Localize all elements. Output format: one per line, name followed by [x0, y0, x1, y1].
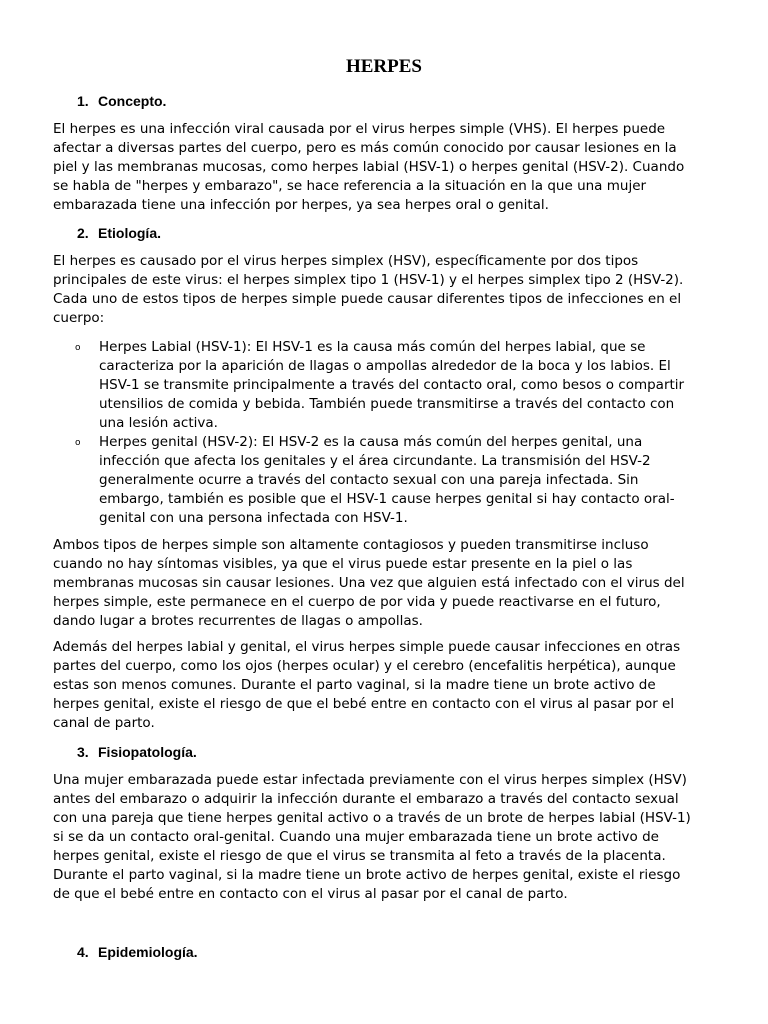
paragraph-concepto: [53, 120, 733, 215]
section-heading-concepto: [77, 92, 166, 110]
text-line: se habla de "herpes y embarazo", se hace referencia a la situación en la que una mujer: [53, 178, 647, 194]
section-number: 2.: [77, 225, 89, 241]
section-heading-text: Epidemiología.: [98, 944, 198, 960]
text-line: membranas mucosas sin causar lesiones. Una vez que alguien está infectado con el virus del: [53, 575, 685, 591]
text-line: partes del cuerpo, como los ojos (herpes ocular) y el cerebro (encefalitis herpética), aunque: [53, 658, 676, 674]
text-line: herpes genital, existe el riesgo de que el bebé entre en contacto con el virus al pasar por el: [53, 696, 675, 712]
list-item-herpes-genital: [53, 433, 743, 528]
text-line: generalmente ocurre a través del contacto sexual con una pareja infectada. Sin: [99, 472, 639, 488]
text-line: cuerpo:: [53, 310, 105, 326]
section-heading-epidemiologia: [77, 943, 198, 961]
text-line: Una mujer embarazada puede estar infectada previamente con el virus herpes simplex (HSV): [53, 772, 687, 788]
text-line: piel y las membranas mucosas, como herpes labial (HSV-1) o herpes genital (HSV-2). Cuando: [53, 159, 685, 175]
text-line: estas son menos comunes. Durante el parto vaginal, si la madre tiene un brote activo de: [53, 677, 656, 693]
paragraph-contagio: [53, 536, 733, 631]
text-line: afectar a diversas partes del cuerpo, pero es más común conocido por causar lesiones en la: [53, 140, 677, 156]
text-line: Herpes Labial (HSV-1): El HSV-1 es la causa más común del herpes labial, que se: [99, 339, 646, 355]
text-line: si se da un contacto oral-genital. Cuando una mujer embarazada tiene un brote activo de: [53, 829, 659, 845]
document-title: HERPES: [345, 56, 423, 77]
text-line: de que el bebé entre en contacto con el virus al pasar por el canal de parto.: [53, 886, 568, 902]
section-heading-text: Fisiopatología.: [98, 744, 197, 760]
bullet-icon: o: [75, 438, 81, 448]
text-line: Durante el parto vaginal, si la madre tiene un brote activo de herpes genital, existe el riesgo: [53, 867, 681, 883]
section-number: 4.: [77, 944, 89, 960]
text-line: antes del embarazo o adquirir la infección durante el embarazo a través del contacto sexual: [53, 791, 679, 807]
text-line: genital con una persona infectada con HSV-1.: [99, 510, 408, 526]
text-line: cuando no hay síntomas visibles, ya que el virus puede estar presente en la piel o las: [53, 556, 633, 572]
section-heading-etiologia: [77, 224, 161, 242]
text-line: con una pareja que tiene herpes genital activo o a través de un brote de herpes labial (HSV-1): [53, 810, 691, 826]
text-line: caracteriza por la aparición de llagas o ampollas alrededor de la boca y los labios. El: [99, 358, 671, 374]
paragraph-etiologia: [53, 252, 733, 328]
text-line: canal de parto.: [53, 715, 155, 731]
text-line: El herpes es causado por el virus herpes simplex (HSV), específicamente por dos tipos: [53, 253, 639, 269]
text-line: embarazada tiene una infección por herpes, ya sea herpes oral o genital.: [53, 197, 549, 213]
text-line: Además del herpes labial y genital, el virus herpes simple puede causar infecciones en otras: [53, 639, 681, 655]
list-item-herpes-labial: [53, 338, 743, 433]
text-line: El herpes es una infección viral causada por el virus herpes simple (VHS). El herpes puede: [53, 121, 666, 137]
bullet-list-herpes-types: [53, 338, 743, 528]
section-heading-fisiopatologia: [77, 743, 197, 761]
bullet-icon: o: [75, 343, 81, 353]
text-line: embargo, también es posible que el HSV-1 cause herpes genital si hay contacto oral-: [99, 491, 675, 507]
text-line: HSV-1 se transmite principalmente a través del contacto oral, como besos o compartir: [99, 377, 685, 393]
text-line: Ambos tipos de herpes simple son altamente contagiosos y pueden transmitirse incluso: [53, 537, 649, 553]
section-number: 1.: [77, 93, 89, 109]
paragraph-otras-infecciones: [53, 638, 733, 733]
section-heading-text: Concepto.: [98, 93, 167, 109]
text-line: Herpes genital (HSV-2): El HSV-2 es la causa más común del herpes genital, una: [99, 434, 643, 450]
text-line: herpes simple, este permanece en el cuerpo de por vida y puede reactivarse en el futuro,: [53, 594, 661, 610]
text-line: Cada uno de estos tipos de herpes simple puede causar diferentes tipos de infecciones en el: [53, 291, 682, 307]
text-line: dando lugar a brotes recurrentes de llagas o ampollas.: [53, 613, 423, 629]
text-line: una lesión activa.: [99, 415, 218, 431]
text-line: infección que afecta los genitales y el área circundante. La transmisión del HSV-2: [99, 453, 651, 469]
text-line: herpes genital, existe el riesgo de que el virus se transmita al feto a través de la placenta.: [53, 848, 666, 864]
section-number: 3.: [77, 744, 89, 760]
text-line: utensilios de comida y bebida. También puede transmitirse a través del contacto con: [99, 396, 675, 412]
paragraph-fisiopatologia: [53, 771, 733, 904]
section-heading-text: Etiología.: [98, 225, 161, 241]
text-line: principales de este virus: el herpes simplex tipo 1 (HSV-1) y el herpes simplex tipo 2 (HSV-2).: [53, 272, 684, 288]
